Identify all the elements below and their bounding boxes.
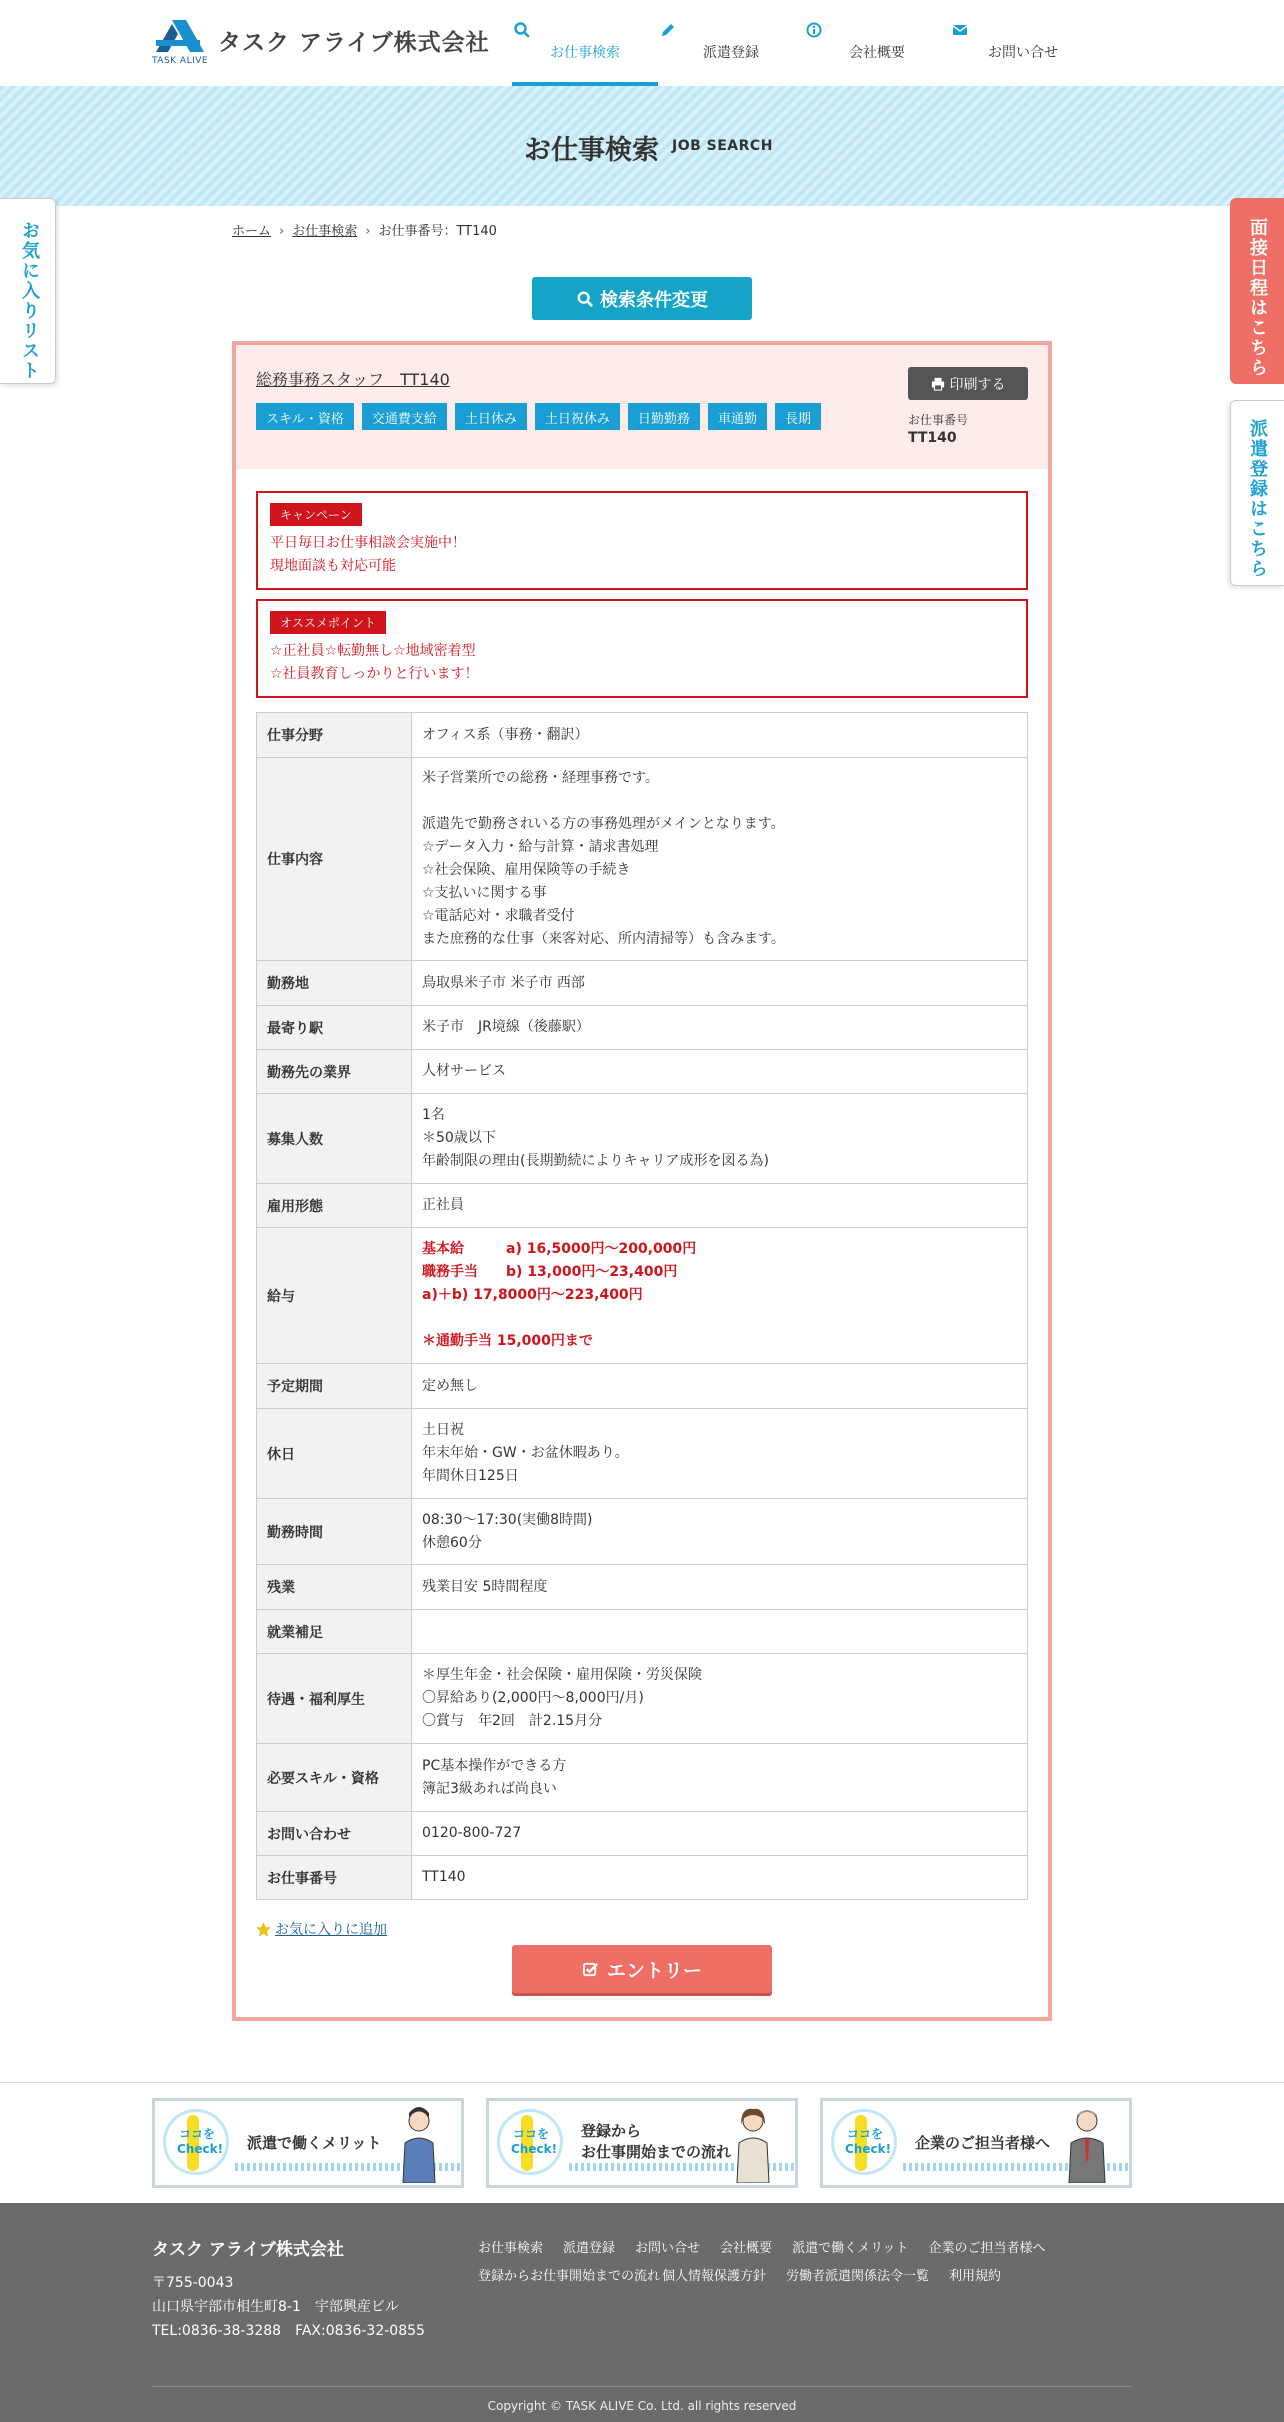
row-label: 勤務時間 [257,1499,412,1565]
row-label: 勤務地 [257,961,412,1006]
nav-register[interactable] [658,0,804,86]
table-row [257,1006,1028,1050]
recommend-text: ☆正社員☆転勤無し☆地域密着型 ☆社員教育しっかりと行います！ [270,643,479,682]
row-value: TT140 [412,1856,1028,1900]
nav-job-search[interactable] [512,0,658,86]
change-search-button[interactable] [532,277,752,320]
chevron-right-icon: › [365,224,371,239]
register-tab-label: 派遣登録はこちら [1247,419,1268,579]
footer-link[interactable]: 派遣で働くメリット [792,2241,909,2256]
footer-link[interactable]: 登録からお仕事開始までの流れ [478,2269,661,2284]
search-icon [512,20,532,40]
job-title[interactable]: 総務事務スタッフ TT140 [256,370,450,389]
row-value: 米子営業所での総務・経理事務です。 派遣先で勤務されいる方の事務処理がメインとなります。 ☆データ入力・給与計算・請求書処理 ☆社会保険、雇用保険等の手続き ☆支払いに関する事 ☆電話応対・求職者受付 また庶務的な仕事（来客対応、所内清掃等）も含みます。 [412,758,1028,961]
checkbox-icon [582,1961,599,1978]
job-tag: スキル・資格 [256,403,354,430]
company-logo[interactable] [152,18,490,70]
table-row [257,1812,1028,1856]
row-value: オフィス系（事務・翻訳） [412,713,1028,758]
entry-button[interactable] [512,1945,772,1993]
row-value: 定め無し [412,1364,1028,1409]
breadcrumb-current: お仕事番号：TT140 [378,224,497,239]
table-row [257,961,1028,1006]
breadcrumb-search[interactable]: お仕事検索 [292,224,358,239]
envelope-icon [950,20,970,40]
favorites-list-tab[interactable] [0,198,56,384]
row-label: 仕事内容 [257,758,412,961]
entry-label: エントリー [606,1959,702,1982]
footer-company-name: タスク アライブ株式会社 [152,2240,344,2260]
star-icon [256,1922,271,1937]
breadcrumb-home[interactable]: ホーム [232,224,272,239]
job-tag: 車通勤 [708,403,767,430]
nav-label: お仕事検索 [550,45,620,61]
footer-link[interactable]: 派遣登録 [563,2241,616,2256]
row-label: お仕事番号 [257,1856,412,1900]
table-row [257,1364,1028,1409]
row-label: 仕事分野 [257,713,412,758]
row-value [412,1610,1028,1654]
check-label: ココを Check! [845,2127,892,2156]
recommend-notice [256,599,1028,698]
check-label: ココを Check! [177,2127,224,2156]
table-row [257,1744,1028,1812]
job-card-header [236,345,1048,469]
footer-link[interactable]: 利用規約 [949,2269,1002,2284]
table-row [257,1050,1028,1094]
banner-text: 派遣で働くメリット [247,2134,382,2152]
table-row [257,1565,1028,1610]
row-label: 募集人数 [257,1094,412,1184]
job-number-label: お仕事番号 [908,413,969,427]
row-value: ＊厚生年金・社会保険・雇用保険・労災保険 〇昇給あり(2,000円～8,000円/月) 〇賞与 年2回 計2.15月分 [412,1654,1028,1744]
row-label: 勤務先の業界 [257,1050,412,1094]
breadcrumb [232,220,497,239]
copyright: Copyright © TASK ALIVE Co. Ltd. all rights reserved [487,2399,797,2413]
job-detail-table [256,712,1028,1900]
change-search-label: 検索条件変更 [600,289,708,311]
search-icon [576,290,594,308]
row-value: 土日祝 年末年始・GW・お盆休暇あり。 年間休日125日 [412,1409,1028,1499]
footer-link[interactable]: 労働者派遣関係法令一覧 [786,2269,930,2284]
site-header [0,0,1284,86]
logo-subtext: TASK ALIVE [152,56,209,66]
job-tag: 土日休み [455,403,527,430]
footer-link[interactable]: 企業のご担当者様へ [928,2241,1046,2256]
footer-link[interactable]: 会社概要 [720,2241,773,2256]
row-value: 1名 ＊50歳以下 年齢制限の理由(長期勤続によりキャリア成形を図る為) [412,1094,1028,1184]
footer-link[interactable]: お仕事検索 [478,2241,544,2256]
table-row [257,1654,1028,1744]
nav-label: 会社概要 [849,45,905,61]
woman-office-illustration-icon [729,2105,777,2183]
table-row [257,1610,1028,1654]
row-label: 給与 [257,1228,412,1364]
favorites-tab-label: お気に入りリスト [19,221,40,381]
row-value: 残業目安 5時間程度 [412,1565,1028,1610]
page-subtitle: JOB SEARCH [672,138,773,154]
global-nav [512,0,1096,86]
campaign-badge: キャンペーン [270,503,362,526]
recommend-badge: オススメポイント [270,611,386,634]
salary-value: 基本給 a) 16,5000円～200,000円 職務手当 b) 13,000円～23,400円 a)＋b) 17,8000円～223,400円 ＊通勤手当 15,000円まで [412,1228,1028,1364]
row-value: 米子市 JR境線（後藤駅） [412,1006,1028,1050]
row-label: 雇用形態 [257,1184,412,1228]
add-favorite-link[interactable] [256,1919,387,1939]
row-value: PC基本操作ができる方 簿記3級あれば尚良い [412,1744,1028,1812]
footer-address: 〒755-0043 山口県宇部市相生町8-1 宇部興産ビル TEL:0836-38-3288 FAX:0836-32-0855 [152,2275,425,2339]
chevron-right-icon: › [279,224,285,239]
campaign-text: 平日毎日お仕事相談会実施中！ 現地面談も対応可能 [270,535,466,574]
banner-text: 企業のご担当者様へ [915,2134,1051,2152]
table-row [257,1856,1028,1900]
row-label: 予定期間 [257,1364,412,1409]
print-label: 印刷する [949,376,1006,393]
table-row [257,713,1028,758]
campaign-notice [256,491,1028,590]
row-label: 待遇・福利厚生 [257,1654,412,1744]
print-button[interactable] [908,367,1028,400]
footer-links [478,2235,1098,2291]
row-value: 正社員 [412,1184,1028,1228]
page-title-band [0,86,1284,206]
job-tag: 土日祝休み [535,403,620,430]
job-number-value: TT140 [908,430,957,446]
printer-icon [931,377,945,391]
row-value: 0120-800-727 [412,1812,1028,1856]
row-value: 鳥取県米子市 米子市 西部 [412,961,1028,1006]
nav-label: 派遣登録 [703,45,759,61]
nav-label: お問い合せ [988,45,1058,61]
dispatch-register-tab[interactable] [1230,400,1284,586]
pencil-icon [658,20,678,40]
row-label: 休日 [257,1409,412,1499]
row-label: 最寄り駅 [257,1006,412,1050]
info-icon [804,20,824,40]
job-tag: 長期 [775,403,821,430]
table-row [257,1409,1028,1499]
job-detail-card [232,341,1052,2021]
table-row [257,1094,1028,1184]
row-label: お問い合わせ [257,1812,412,1856]
logo-company-name: タスク アライブ株式会社 [218,30,490,56]
nav-company[interactable] [804,0,950,86]
table-row [257,1184,1028,1228]
job-tag: 交通費支給 [362,403,447,430]
footer-divider [152,2386,1132,2387]
check-label: ココを Check! [511,2127,558,2156]
footer-link[interactable]: お問い合せ [635,2241,701,2256]
row-label: 残業 [257,1565,412,1610]
table-row [257,1228,1028,1364]
row-value: 08:30～17:30(実働8時間) 休憩60分 [412,1499,1028,1565]
site-footer [0,2203,1284,2422]
page-title: お仕事検索 [524,135,659,166]
interview-tab-label: 面接日程はこちら [1247,218,1268,378]
banner-for-companies[interactable] [820,2098,1132,2188]
businessman-illustration-icon [1063,2105,1111,2183]
interview-schedule-tab[interactable] [1230,198,1284,384]
row-value: 人材サービス [412,1050,1028,1094]
row-label: 就業補足 [257,1610,412,1654]
table-row [257,758,1028,961]
nav-contact[interactable] [950,0,1096,86]
table-row [257,1499,1028,1565]
add-favorite-label: お気に入りに追加 [275,1922,387,1938]
footer-link[interactable]: 個人情報保護方針 [662,2269,767,2284]
job-tags [256,403,821,430]
banner-dispatch-merit[interactable] [152,2098,464,2188]
banner-registration-flow[interactable] [486,2098,798,2188]
section-divider [0,2082,1284,2083]
job-tag: 日勤勤務 [628,403,700,430]
banner-text: 登録から お仕事開始までの流れ [581,2122,732,2161]
row-label: 必要スキル・資格 [257,1744,412,1812]
woman-uniform-illustration-icon [395,2105,443,2183]
